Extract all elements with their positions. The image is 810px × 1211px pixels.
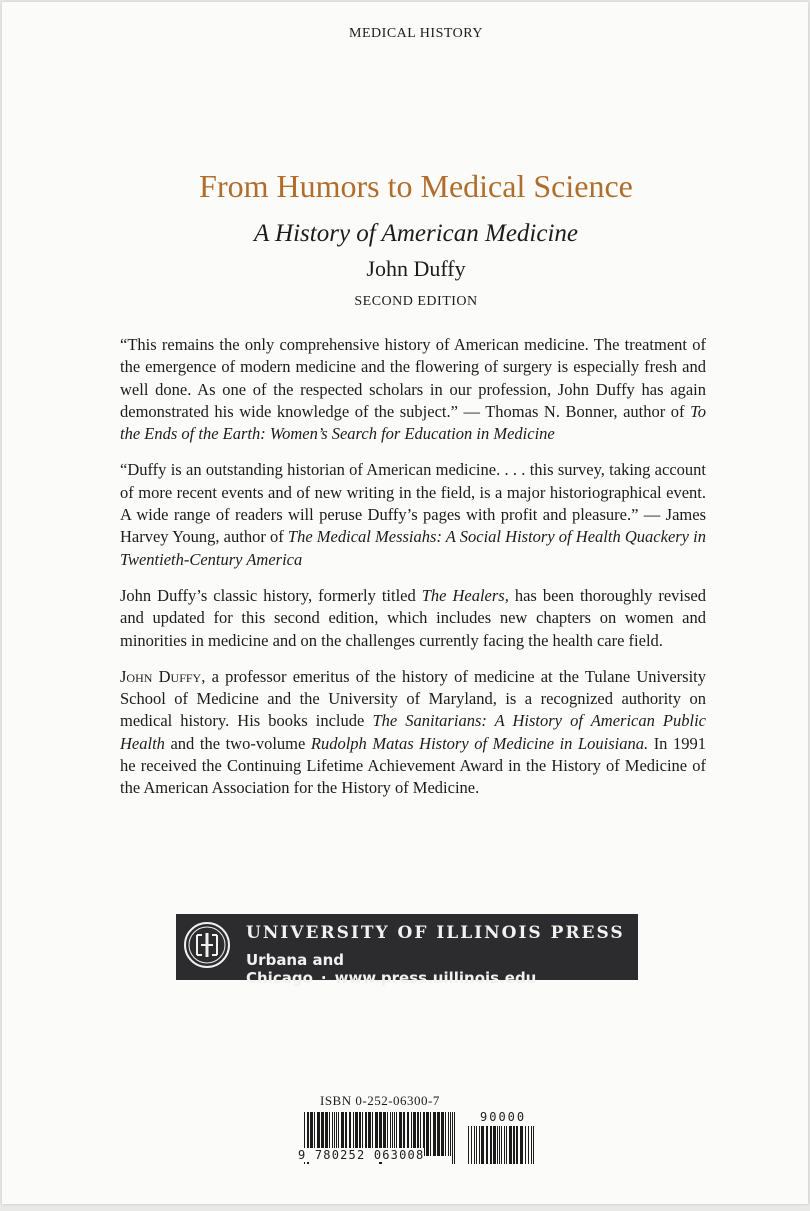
book-subtitle: A History of American Medicine: [253, 220, 578, 247]
barcode-bar: [441, 1112, 444, 1156]
barcode-bar: [433, 1112, 436, 1156]
description-after: has been thoroughly revised and updated for this second edition, which includes new chapters on women and minorities in medicine and on the challenges currently facing the health care field.: [120, 585, 706, 650]
barcode-bar: [520, 1126, 523, 1164]
blurb-bonner: [120, 334, 706, 445]
barcode-bar: [448, 1112, 449, 1156]
barcode-bar: [499, 1126, 500, 1164]
barcode-bar: [445, 1112, 446, 1156]
bio-book-2: Rudolph Matas History of Medicine in Louisiana.: [310, 733, 649, 753]
barcode-bar: [454, 1112, 455, 1164]
bio-text-2: and the two-volume: [164, 733, 311, 753]
barcode-bar: [513, 1126, 515, 1164]
description-before: John Duffy’s classic history, formerly titled: [120, 585, 422, 605]
barcode-bar: [426, 1112, 429, 1156]
book-description: [120, 585, 706, 652]
bio-author-name: John Duffy: [120, 666, 202, 686]
barcode-bar: [471, 1126, 472, 1164]
barcode-bar: [450, 1112, 451, 1156]
ean-digits: 9 780252 063008: [298, 1148, 425, 1162]
blurb-young-quote: “Duffy is an outstanding historian of American medicine. . . . this survey, taking account of more recent events and of new writing in the field, is a major historiographical event. A wide range of readers will peruse Duffy’s pages with profit and pleasure.” — James Harvey Young, author of: [120, 460, 706, 547]
barcode-bar: [509, 1126, 512, 1164]
blurb-section: [120, 334, 706, 814]
barcode-bar: [531, 1126, 532, 1164]
edition-label: SECOND EDITION: [354, 294, 478, 309]
barcode-bar: [533, 1126, 534, 1164]
blurb-bonner-quote: “This remains the only comprehensive history of American medicine. The treatment of the emergence of modern medicine and the flowering of surgery is especially fresh and well done. As one of the respected scholars in our profession, John Duffy has again demonstrated his wide knowledge of the subject.” — Thomas N. Bonner, author of: [120, 335, 706, 421]
publisher-name: UNIVERSITY OF ILLINOIS PRESS: [246, 923, 625, 943]
publisher-url[interactable]: www.press.uillinois.edu: [334, 969, 537, 987]
barcode-bar: [430, 1112, 431, 1156]
publisher-logo-icon: [182, 920, 232, 970]
bio-text-1: , a professor emeritus of the history of medicine at the Tulane University School of Medicine and the University of Maryland, is a recognized authority on medical history. His books include: [120, 666, 707, 731]
description-former-title: The Healers,: [421, 585, 509, 605]
publisher-info: [246, 951, 638, 987]
barcode-bar: [437, 1112, 440, 1156]
book-author: John Duffy: [366, 256, 466, 281]
barcode-bar: [501, 1126, 502, 1164]
bio-book-1: The Sanitarians: A History of American Public Health: [120, 711, 706, 753]
barcode-bar: [468, 1126, 469, 1164]
blurb-young: [120, 459, 706, 570]
barcode-bar: [476, 1126, 477, 1164]
barcode-bar: [506, 1126, 507, 1164]
barcode-bar: [490, 1126, 492, 1164]
book-title: From Humors to Medical Science: [199, 168, 633, 204]
publisher-location: Urbana and Chicago: [246, 951, 344, 987]
barcode-bar: [497, 1126, 498, 1164]
barcode-bar: [516, 1126, 518, 1164]
publisher-separator: ·: [320, 969, 327, 987]
barcode-bar: [452, 1112, 453, 1164]
barcode-bar: [486, 1126, 488, 1164]
barcode-bar: [493, 1126, 496, 1164]
barcode-bar: [481, 1126, 484, 1164]
barcode-bar: [479, 1126, 480, 1164]
price-code-digits: 90000: [480, 1110, 527, 1124]
barcode-bar: [474, 1126, 475, 1164]
book-back-cover: [2, 2, 808, 1204]
isbn-text: ISBN 0-252-06300-7: [320, 1093, 440, 1108]
author-bio: [120, 666, 706, 800]
barcode-bar: [525, 1126, 526, 1164]
barcode-bar: [528, 1126, 529, 1164]
publisher-banner: [176, 914, 638, 987]
barcode-bar: [504, 1126, 505, 1164]
blurb-bonner-work: To the Ends of the Earth: Women’s Search for Education in Medicine: [120, 401, 706, 444]
bio-text-3: In 1991 he received the Continuing Lifetime Achievement Award in the History of Medicine of the American Association for the History of Medicine.: [120, 733, 706, 798]
series-label: MEDICAL HISTORY: [349, 26, 483, 41]
blurb-young-work: The Medical Messiahs: A Social History of Health Quackery in Twentieth-Century America: [120, 527, 707, 569]
